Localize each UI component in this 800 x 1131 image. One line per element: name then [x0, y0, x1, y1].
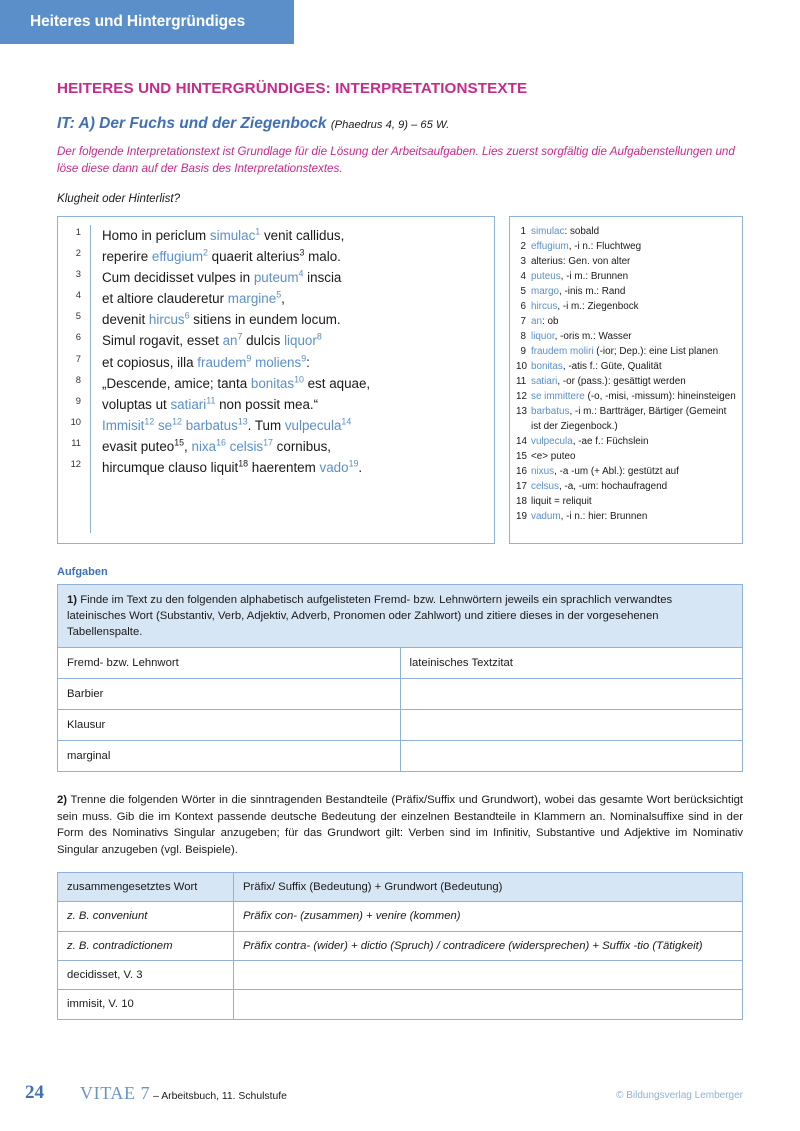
latin-line-number: 12	[70, 458, 81, 470]
glossary-entry-definition: nixus, -a -um (+ Abl.): gestützt auf	[531, 466, 679, 478]
it-label: IT: A) Der Fuchs und der Ziegenbock	[57, 115, 327, 132]
glossary-entry	[516, 434, 736, 449]
task2-col-header-word: zusammengesetztes Wort	[58, 872, 234, 901]
glossary-entry	[516, 404, 736, 434]
latin-line-number: 9	[75, 394, 81, 406]
glossary-entry-number: 19	[516, 511, 527, 523]
latin-line	[58, 352, 494, 373]
glossary-entry-number: 3	[520, 255, 526, 267]
glossary-entry	[516, 449, 736, 464]
table-row	[58, 709, 743, 740]
task1-col-header-quote: lateinisches Textzitat	[400, 647, 743, 678]
latin-line-text: Simul rogavit, esset $an^7$ dulcis liquor$^8$	[90, 330, 494, 351]
task1-instruction-row	[58, 584, 743, 647]
table-row	[58, 678, 743, 709]
latin-line	[58, 394, 494, 415]
glossary-entry	[516, 269, 736, 284]
task2-answer-cell[interactable]	[234, 960, 743, 989]
latin-line-number: 11	[71, 437, 81, 449]
latin-box-filler	[58, 479, 494, 533]
latin-line-number: 2	[75, 246, 81, 258]
latin-line-number: 1	[75, 225, 81, 237]
glossary-entry	[516, 344, 736, 359]
task1-header-row	[58, 647, 743, 678]
glossary-entry-definition: <e> puteo	[531, 451, 576, 463]
glossary-entry	[516, 239, 736, 254]
task1-answer-cell[interactable]	[400, 709, 743, 740]
intro-paragraph: Der folgende Interpretationstext ist Grundlage für die Lösung der Arbeitsaufgaben. Lies zuerst sorgfältig die Aufgabenstellungen und löse diese dann auf der Basis des Interpretationstextes.	[57, 145, 735, 175]
page-content	[57, 0, 743, 1020]
task1-instruction-text: Finde im Text zu den folgenden alphabetisch aufgelisteten Fremd- bzw. Lehnwörtern jeweils ein sprachlich verwandtes lateinisches Wort (Substantiv, Verb, Adjektiv, Adverb, Pronomen oder Zahlwort) und zitiere dieses in der vorgesehenen Tabellenspalte.	[67, 593, 673, 638]
task1-number: 1)	[67, 593, 78, 606]
series-title	[80, 1083, 287, 1104]
glossary-entry-number: 10	[516, 361, 527, 373]
glossary-entry-definition: bonitas, -atis f.: Güte, Qualität	[531, 361, 662, 373]
glossary-entry	[516, 374, 736, 389]
series-name: VITAE 7	[80, 1083, 151, 1103]
glossary-entry-number: 11	[516, 376, 527, 388]
latin-line	[58, 330, 494, 351]
task1-table	[57, 584, 743, 772]
latin-line-text: hircumque clauso liquit$^{18}$ haerentem vado$^{19}$.	[90, 457, 494, 478]
glossary-box	[509, 216, 743, 544]
task2-header-row	[58, 872, 743, 901]
page-title: HEITERES UND HINTERGRÜNDIGES: INTERPRETATIONSTEXTE	[57, 80, 528, 97]
task2-number: 2)	[57, 793, 68, 806]
glossary-entry-number: 17	[516, 481, 527, 493]
glossary-entry-definition: an: ob	[531, 315, 559, 327]
sub-question: Klugheit oder Hinterlist?	[57, 191, 181, 205]
glossary-entry-definition: puteus, -i m.: Brunnen	[531, 270, 629, 282]
glossary-entry-number: 16	[516, 466, 527, 478]
task1-instruction-cell	[58, 584, 743, 647]
glossary-entry	[516, 464, 736, 479]
glossary-entry-definition: vadum, -i n.: hier: Brunnen	[531, 511, 648, 523]
it-source: (Phaedrus 4, 9) – 65 W.	[330, 119, 450, 131]
glossary-entry	[516, 299, 736, 314]
latin-line-text: „Descende, amice; tanta bonitas$^{10}$ est aquae,	[90, 373, 494, 394]
latin-line	[58, 415, 494, 436]
aufgaben-heading: Aufgaben	[57, 565, 108, 578]
table-row	[58, 990, 743, 1019]
glossary-entry-definition: satiari, -or (pass.): gesättigt werden	[531, 376, 686, 388]
table-row	[58, 902, 743, 931]
glossary-entry	[516, 224, 736, 239]
task2-word-cell: decidisset, V. 3	[58, 960, 234, 989]
glossary-entry-number: 7	[520, 315, 526, 327]
glossary-entry-definition: hircus, -i m.: Ziegenbock	[531, 300, 639, 312]
glossary-entry-number: 18	[516, 496, 527, 508]
task2-instruction-text: Trenne die folgenden Wörter in die sinntragenden Bestandteile (Präfix/Suffix und Grundwort), wobei das gesamte Wort berücksichtigt sein muss. Gib die im Kontext passende deutsche Bedeutung der einzelnen Bestandteile in Klammern an. Nominalsuffixe sind in der Form des Nominativs Singular anzugeben; für das Grundwort gilt: Verben sind im Infinitiv, Substantive und Adjektive im Nominativ Singular anzugeben (vgl. Beispiele).	[57, 793, 743, 857]
series-subtitle: – Arbeitsbuch, 11. Schulstufe	[150, 1091, 287, 1102]
glossary-entry-number: 9	[520, 345, 526, 357]
table-row	[58, 740, 743, 771]
page-number: 24	[25, 1082, 44, 1103]
glossary-entry-number: 1	[520, 225, 526, 237]
task2-word-cell: immisit, V. 10	[58, 990, 234, 1019]
task1-answer-cell[interactable]	[400, 740, 743, 771]
task2-example-cell: Präfix con- (zusammen) + venire (kommen)	[234, 902, 743, 931]
latin-line-text: Immisit$^{12}$ $se^{12}$ barbatus$^{13}$. Tum vulpecula$^{14}$	[90, 415, 494, 436]
task1-col-header-word: Fremd- bzw. Lehnwort	[58, 647, 401, 678]
latin-line	[58, 309, 494, 330]
glossary-entry-definition: effugium, -i n.: Fluchtweg	[531, 240, 642, 252]
task2-word-cell: z. B. contradictionem	[58, 931, 234, 960]
page-footer	[0, 1082, 800, 1122]
latin-line-text: reperire effugium$^2$ quaerit alterius$^3$ malo.	[90, 246, 494, 267]
task1-word-cell: Barbier	[58, 678, 401, 709]
task2-word-cell: z. B. conveniunt	[58, 902, 234, 931]
latin-line-text: devenit hircus$^6$ sitiens in eundem locum.	[90, 309, 494, 330]
glossary-entry-number: 4	[520, 270, 526, 282]
glossary-entry-definition: simulac: sobald	[531, 225, 600, 237]
glossary-entry	[516, 389, 736, 404]
glossary-entry-definition: liquit = reliquit	[531, 496, 592, 508]
table-row	[58, 960, 743, 989]
latin-line-text: Cum decidisset vulpes in puteum$^4$ inscia	[90, 267, 494, 288]
copyright-notice: © Bildungsverlag Lemberger	[616, 1090, 743, 1101]
task2-answer-cell[interactable]	[234, 990, 743, 1019]
latin-line-number: 4	[75, 289, 81, 301]
latin-line-number: 10	[70, 416, 81, 428]
task1-word-cell: marginal	[58, 740, 401, 771]
latin-line-text: et altiore clauderetur margine$^5$,	[90, 288, 494, 309]
glossary-entry	[516, 284, 736, 299]
latin-line	[58, 246, 494, 267]
glossary-entry-definition: fraudem moliri (-ior; Dep.): eine List planen	[531, 345, 719, 357]
glossary-entry-definition: barbatus, -i m.: Bartträger, Bärtiger (Gemeint ist der Ziegenbock.)	[531, 406, 727, 433]
glossary-entry	[516, 479, 736, 494]
latin-line	[58, 457, 494, 478]
glossary-entry-definition: vulpecula, -ae f.: Füchslein	[531, 436, 649, 448]
latin-line	[58, 436, 494, 457]
latin-line	[58, 225, 494, 246]
task2-example-cell: Präfix contra- (wider) + dictio (Spruch) / contradicere (widersprechen) + Suffix -tio (Tätigkeit)	[234, 931, 743, 960]
latin-line	[58, 267, 494, 288]
task2-table	[57, 872, 743, 1020]
glossary-entry	[516, 329, 736, 344]
latin-line-number: 5	[75, 310, 81, 322]
task1-answer-cell[interactable]	[400, 678, 743, 709]
glossary-entry-number: 6	[520, 300, 526, 312]
latin-line-number: 7	[75, 352, 81, 364]
latin-line-number: 8	[75, 373, 81, 385]
interpretation-text-heading	[57, 115, 743, 133]
task1-word-cell: Klausur	[58, 709, 401, 740]
glossary-entry-number: 5	[520, 285, 526, 297]
glossary-entry-number: 14	[516, 436, 527, 448]
task2-instruction	[57, 792, 743, 859]
latin-line	[58, 288, 494, 309]
glossary-entry-definition: se immittere (-o, -misi, -missum): hineinsteigen	[531, 391, 736, 403]
glossary-entry	[516, 314, 736, 329]
glossary-entry-number: 8	[520, 330, 526, 342]
latin-line-text: voluptas ut satiari$^{11}$ non possit mea.“	[90, 394, 494, 415]
latin-line-number: 6	[75, 331, 81, 343]
glossary-entry-definition: alterius: Gen. von alter	[531, 255, 631, 267]
running-header-title: Heiteres und Hintergründiges	[30, 13, 246, 30]
latin-line	[58, 373, 494, 394]
text-and-glossary-area	[57, 216, 743, 544]
latin-line-text: evasit puteo$^{15}$, nixa$^{16}$ celsis$^{17}$ cornibus,	[90, 436, 494, 457]
glossary-entry-number: 12	[516, 391, 527, 403]
glossary-entry-definition: margo, -inis m.: Rand	[531, 285, 626, 297]
glossary-entry	[516, 254, 736, 269]
glossary-entry-number: 15	[516, 451, 527, 463]
glossary-entry-definition: liquor, -oris m.: Wasser	[531, 330, 632, 342]
latin-line-text: et copiosus, illa fraudem$^9$ moliens$^9$:	[90, 352, 494, 373]
glossary-entry-definition: celsus, -a, -um: hochaufragend	[531, 481, 668, 493]
task2-col-header-analysis: Präfix/ Suffix (Bedeutung) + Grundwort (Bedeutung)	[234, 872, 743, 901]
glossary-entry	[516, 494, 736, 509]
glossary-entry-number: 2	[520, 240, 526, 252]
table-row	[58, 931, 743, 960]
latin-line-text: Homo in periclum simulac$^1$ venit callidus,	[90, 225, 494, 246]
glossary-entry	[516, 509, 736, 524]
latin-line-number: 3	[75, 267, 81, 279]
latin-text-box	[57, 216, 495, 544]
glossary-entry	[516, 359, 736, 374]
glossary-entry-number: 13	[516, 406, 527, 418]
